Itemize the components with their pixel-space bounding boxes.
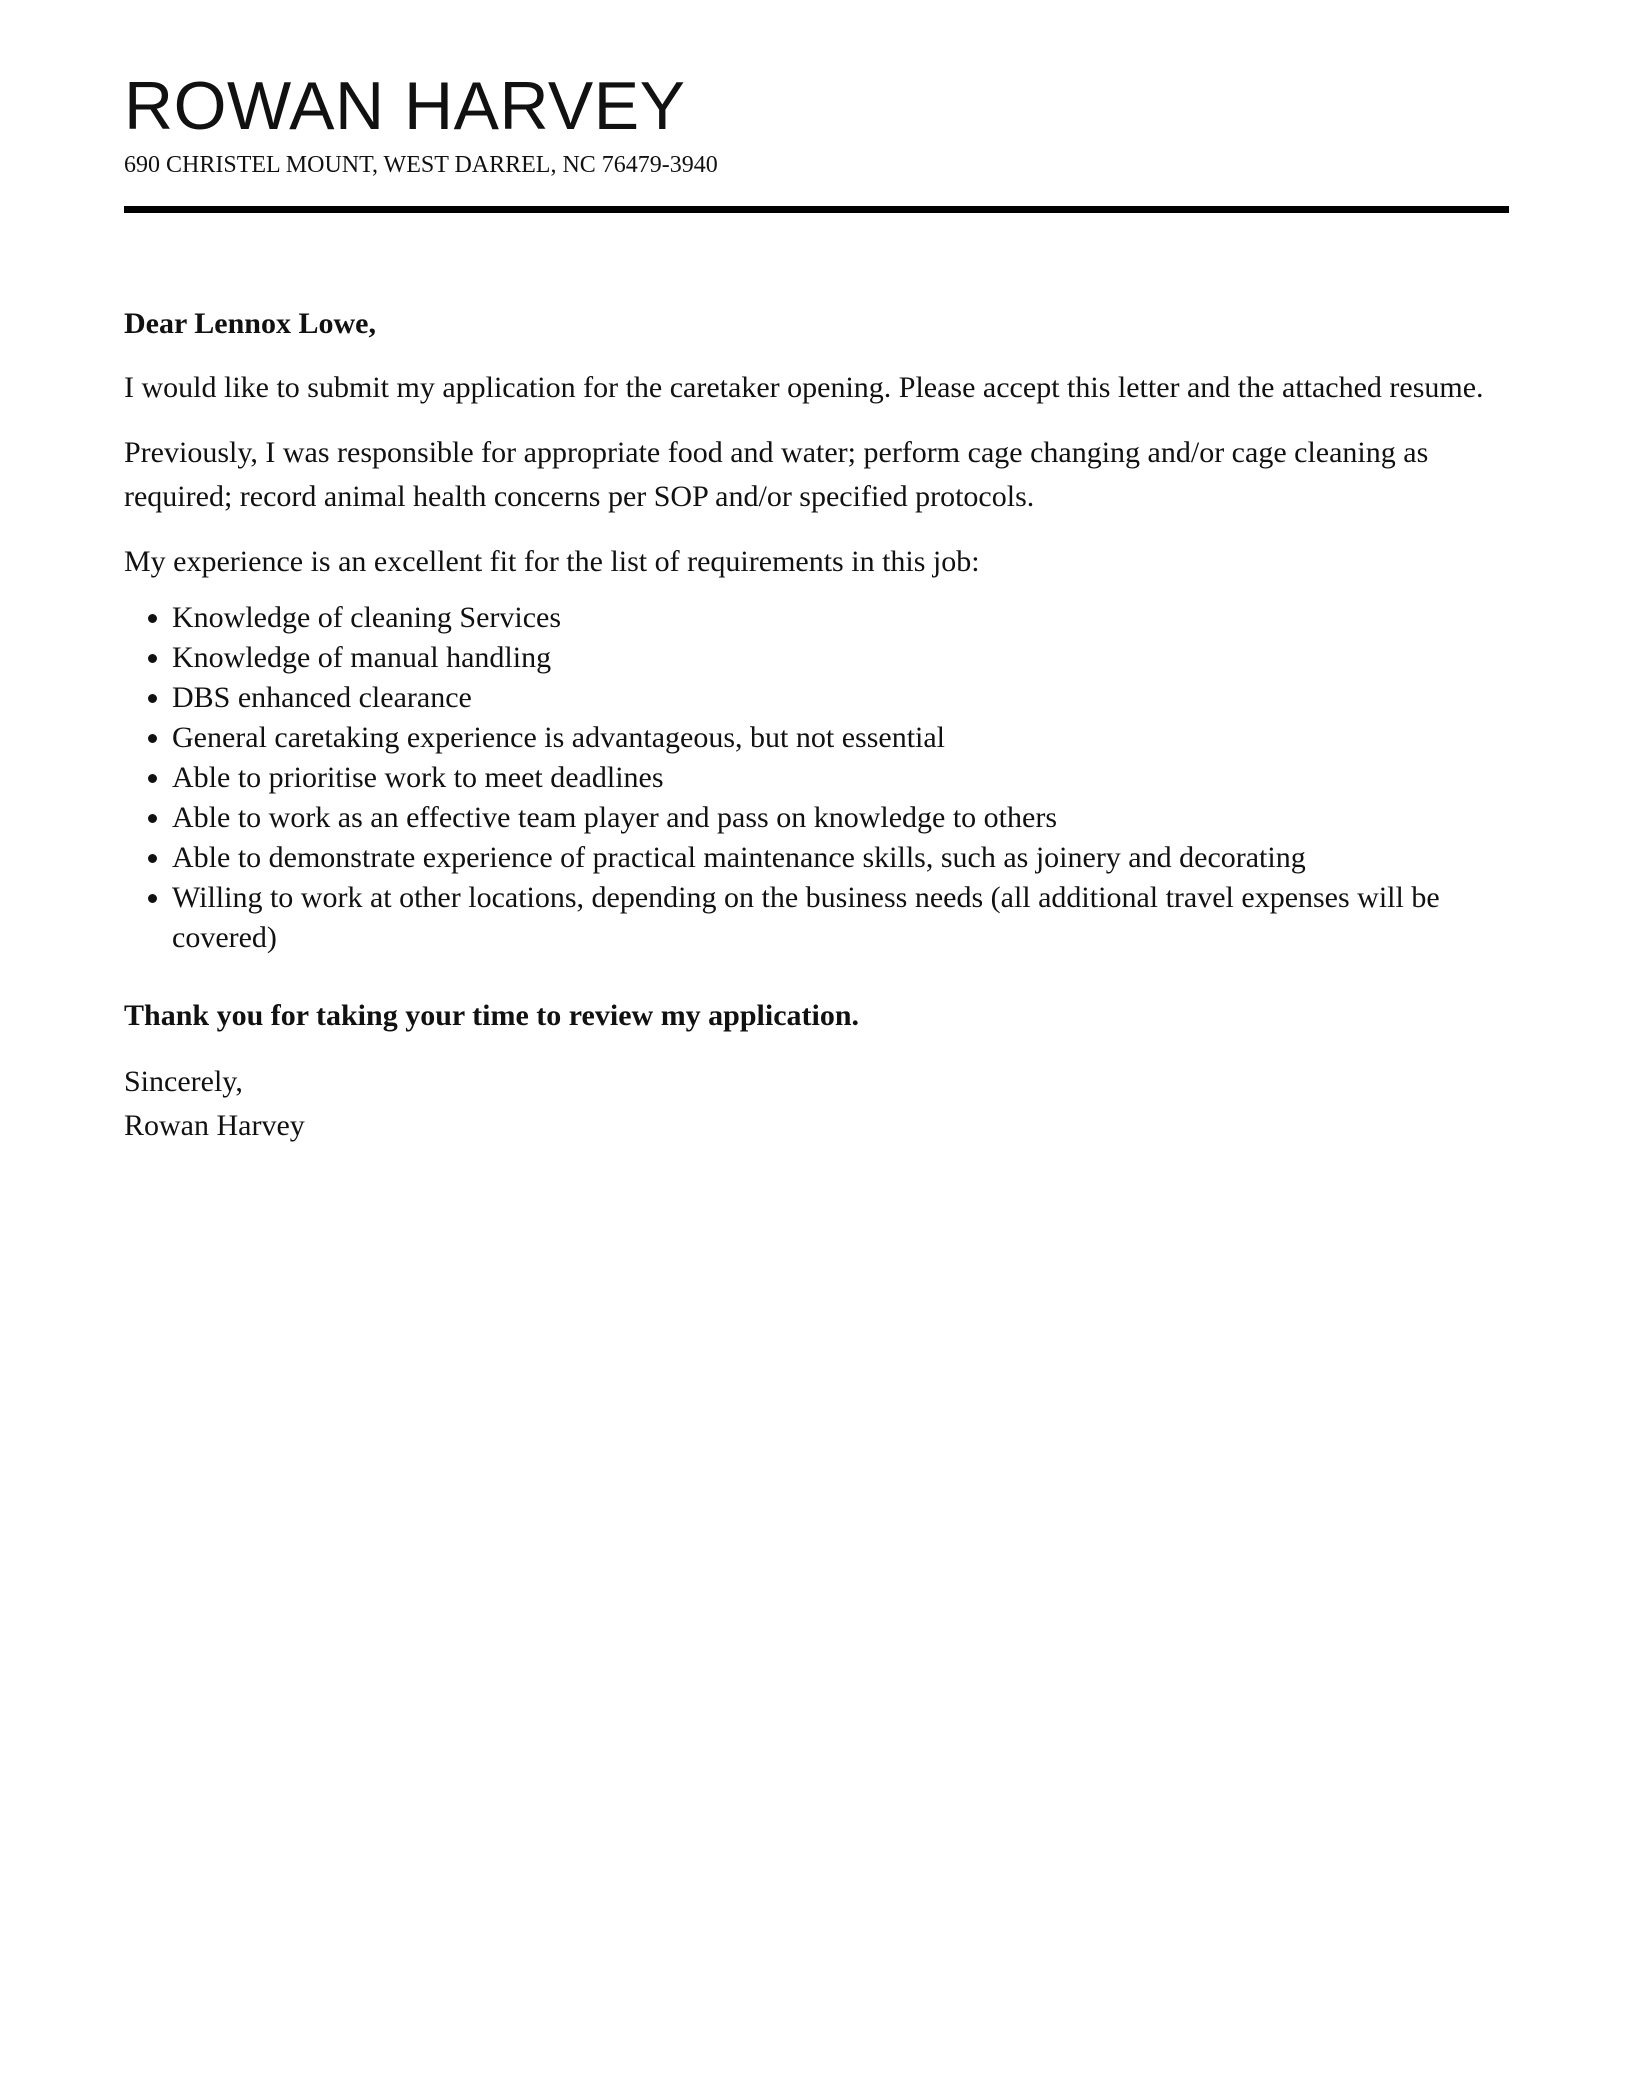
applicant-address: 690 CHRISTEL MOUNT, WEST DARREL, NC 76479-3940 bbox=[124, 152, 718, 178]
list-item: • Able to work as an effective team player and pass on knowledge to others bbox=[172, 798, 1509, 838]
requirements-list bbox=[124, 598, 1509, 958]
letter-body bbox=[124, 302, 1509, 1148]
list-item: • Able to demonstrate experience of practical maintenance skills, such as joinery and decorating bbox=[172, 838, 1509, 878]
list-item: • Knowledge of manual handling bbox=[172, 638, 1509, 678]
applicant-name: ROWAN HARVEY bbox=[124, 68, 686, 144]
list-item: • DBS enhanced clearance bbox=[172, 678, 1509, 718]
list-item: • Able to prioritise work to meet deadlines bbox=[172, 758, 1509, 798]
closing: Sincerely, bbox=[124, 1065, 243, 1098]
list-item: • Knowledge of cleaning Services bbox=[172, 598, 1509, 638]
paragraph-fit: My experience is an excellent fit for the list of requirements in this job: bbox=[124, 545, 980, 578]
thanks-line: Thank you for taking your time to review my application. bbox=[124, 999, 860, 1032]
list-item: • Willing to work at other locations, depending on the business needs (all additional travel expenses will be covered) bbox=[172, 878, 1509, 958]
greeting: Dear Lennox Lowe, bbox=[124, 307, 376, 340]
paragraph-intro: I would like to submit my application for the caretaker opening. Please accept this letter and the attached resume. bbox=[124, 371, 1484, 404]
signature: Rowan Harvey bbox=[124, 1109, 305, 1142]
paragraph-experience: Previously, I was responsible for appropriate food and water; perform cage changing and/or cage cleaning as required; record animal health concerns per SOP and/or specified protocols. bbox=[124, 436, 1429, 513]
header-divider bbox=[124, 206, 1509, 213]
list-item: • General caretaking experience is advantageous, but not essential bbox=[172, 718, 1509, 758]
